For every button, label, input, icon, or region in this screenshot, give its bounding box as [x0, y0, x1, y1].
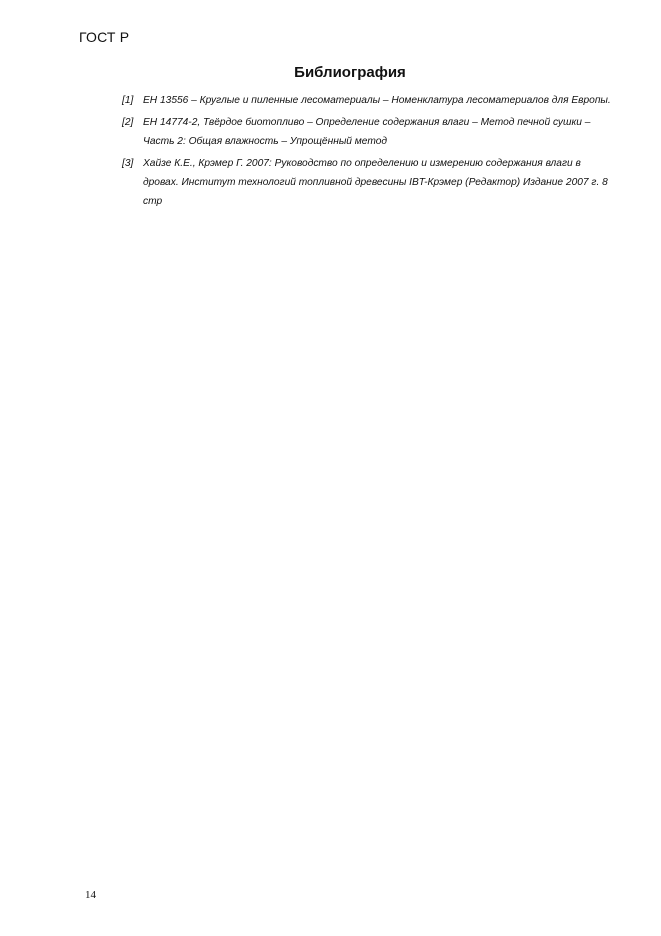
bibliography-entry: [122, 113, 617, 151]
bibliography-entry-number: [3]: [122, 158, 134, 169]
bibliography-list: [122, 91, 617, 214]
bibliography-entry: [122, 154, 617, 211]
bibliography-entry-text: Хайзе К.Е., Крэмер Г. 2007: Руководство по определению и измерению содержания влаги в дровах. Институт технологий топливной древесины IBT-Крэмер (Редактор) Издание 2007 г. 8 стр: [143, 158, 608, 207]
section-title: Библиография: [294, 64, 406, 81]
bibliography-entry: [122, 91, 617, 110]
bibliography-entry-number: [2]: [122, 117, 134, 128]
bibliography-entry-number: [1]: [122, 95, 134, 106]
bibliography-entry-text: ЕН 13556 – Круглые и пиленные лесоматериалы – Номенклатура лесоматериалов для Европы.: [143, 95, 611, 106]
bibliography-entry-text: ЕН 14774-2, Твёрдое биотопливо – Определение содержания влаги – Метод печной сушки – Часть 2: Общая влажность – Упрощённый метод: [143, 117, 591, 147]
page-number: 14: [85, 889, 96, 901]
document-header: ГОСТ Р: [79, 29, 130, 45]
